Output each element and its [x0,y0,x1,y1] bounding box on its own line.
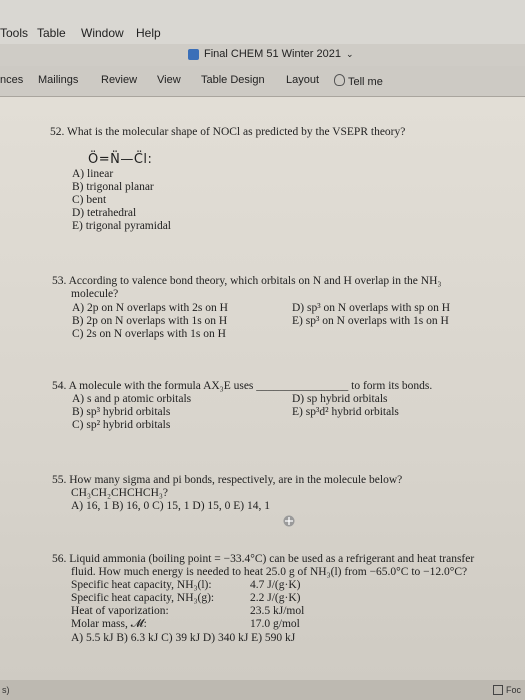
title-bar [0,44,525,66]
tell-me-box[interactable] [334,74,383,88]
property-value: 2.2 J/(g·K) [250,592,301,604]
property-value: 17.0 g/mol [250,618,300,630]
question-55-molecule: CH₃CH₂CHCHCH₃? [71,487,169,499]
property-value: 23.5 kJ/mol [250,605,305,617]
tab-view[interactable]: View [157,74,181,86]
property-label: Molar mass, 𝓜: [71,618,147,630]
question-54-options-left [72,393,191,432]
option: D) sp³ on N overlaps with sp on H [292,302,451,314]
tab-layout[interactable]: Layout [286,74,320,86]
status-bar [0,680,525,700]
option: E) trigonal pyramidal [72,220,171,232]
question-53-options-right [292,302,450,328]
tab-mailings[interactable]: Mailings [38,74,79,86]
question-52 [50,126,405,139]
option: B) trigonal planar [72,181,154,193]
lewis-structure-nocl: Ö=N̈—C̈l: [88,152,153,167]
question-54 [52,380,432,393]
option: C) 2s on N overlaps with 1s on H [72,328,226,340]
option: B) 2p on N overlaps with 1s on H [72,315,228,327]
question-56 [52,553,474,579]
menu-tools[interactable]: Tools [0,26,29,40]
option: D) tetrahedral [72,207,137,219]
option: B) sp³ hybrid orbitals [72,406,171,418]
question-52-stem: 52. What is the molecular shape of NOCl as predicted by the VSEPR theory? [50,126,406,138]
question-56-property-labels [71,579,214,631]
option: A) linear [72,168,114,180]
menu-window[interactable]: Window [81,26,124,40]
property-value: 4.7 J/(g·K) [250,579,301,591]
option: D) sp hybrid orbitals [292,393,388,405]
document-title[interactable] [188,48,354,60]
option: E) sp³ on N overlaps with 1s on H [292,315,449,327]
option: E) sp³d² hybrid orbitals [292,406,399,418]
option: A) s and p atomic orbitals [72,393,192,405]
question-53-stem-cont: molecule? [71,288,119,300]
property-label: Specific heat capacity, NH₃(l): [71,579,212,591]
question-55-stem: 55. How many sigma and pi bonds, respectively, are in the molecule below? [52,474,403,486]
question-56-stem-cont: fluid. How much energy is needed to heat 25.0 g of NH₃(l) from −65.0°C to −12.0°C? [71,566,468,578]
tell-me-label: Tell me [348,76,383,88]
move-cursor-icon [283,515,295,527]
tab-references[interactable]: nces [0,74,24,86]
menu-table[interactable]: Table [37,26,66,40]
question-55 [52,474,402,513]
document-name: Final CHEM 51 Winter 2021 [204,48,341,60]
tab-review[interactable]: Review [101,74,138,86]
property-label: Heat of vaporization: [71,605,169,617]
question-56-property-values [250,579,304,631]
option: C) sp² hybrid orbitals [72,419,171,431]
menu-bar [0,0,525,44]
tab-table-design[interactable]: Table Design [201,74,265,86]
ribbon-tabs [0,66,525,97]
lightbulb-icon [334,74,345,86]
focus-label: Foc [505,685,521,695]
document-page [0,97,525,680]
option: A) 2p on N overlaps with 2s on H [72,302,228,314]
question-53 [52,275,441,301]
question-54-options-right [292,393,399,419]
question-56-stem: 56. Liquid ammonia (boiling point = −33.4°C) can be used as a refrigerant and heat transfer [52,553,475,565]
question-52-options [72,168,171,233]
option: C) bent [72,194,107,206]
status-left-text: s) [2,685,10,695]
word-doc-icon [188,49,199,60]
question-53-stem: 53. According to valence bond theory, which orbitals on N and H overlap in the NH₃ [52,275,442,287]
menu-help[interactable]: Help [136,26,161,40]
property-label: Specific heat capacity, NH₃(g): [71,592,215,604]
question-56-options: A) 5.5 kJ B) 6.3 kJ C) 39 kJ D) 340 kJ E) 590 kJ [71,632,296,644]
question-55-options: A) 16, 1 B) 16, 0 C) 15, 1 D) 15, 0 E) 14, 1 [71,500,270,512]
focus-icon [493,685,503,695]
question-53-options-left [72,302,228,341]
chevron-down-icon: ⌄ [345,48,354,59]
question-54-stem: 54. A molecule with the formula AX₃E uses ________________ to form its bonds. [52,380,433,392]
focus-mode-button[interactable] [493,685,521,695]
